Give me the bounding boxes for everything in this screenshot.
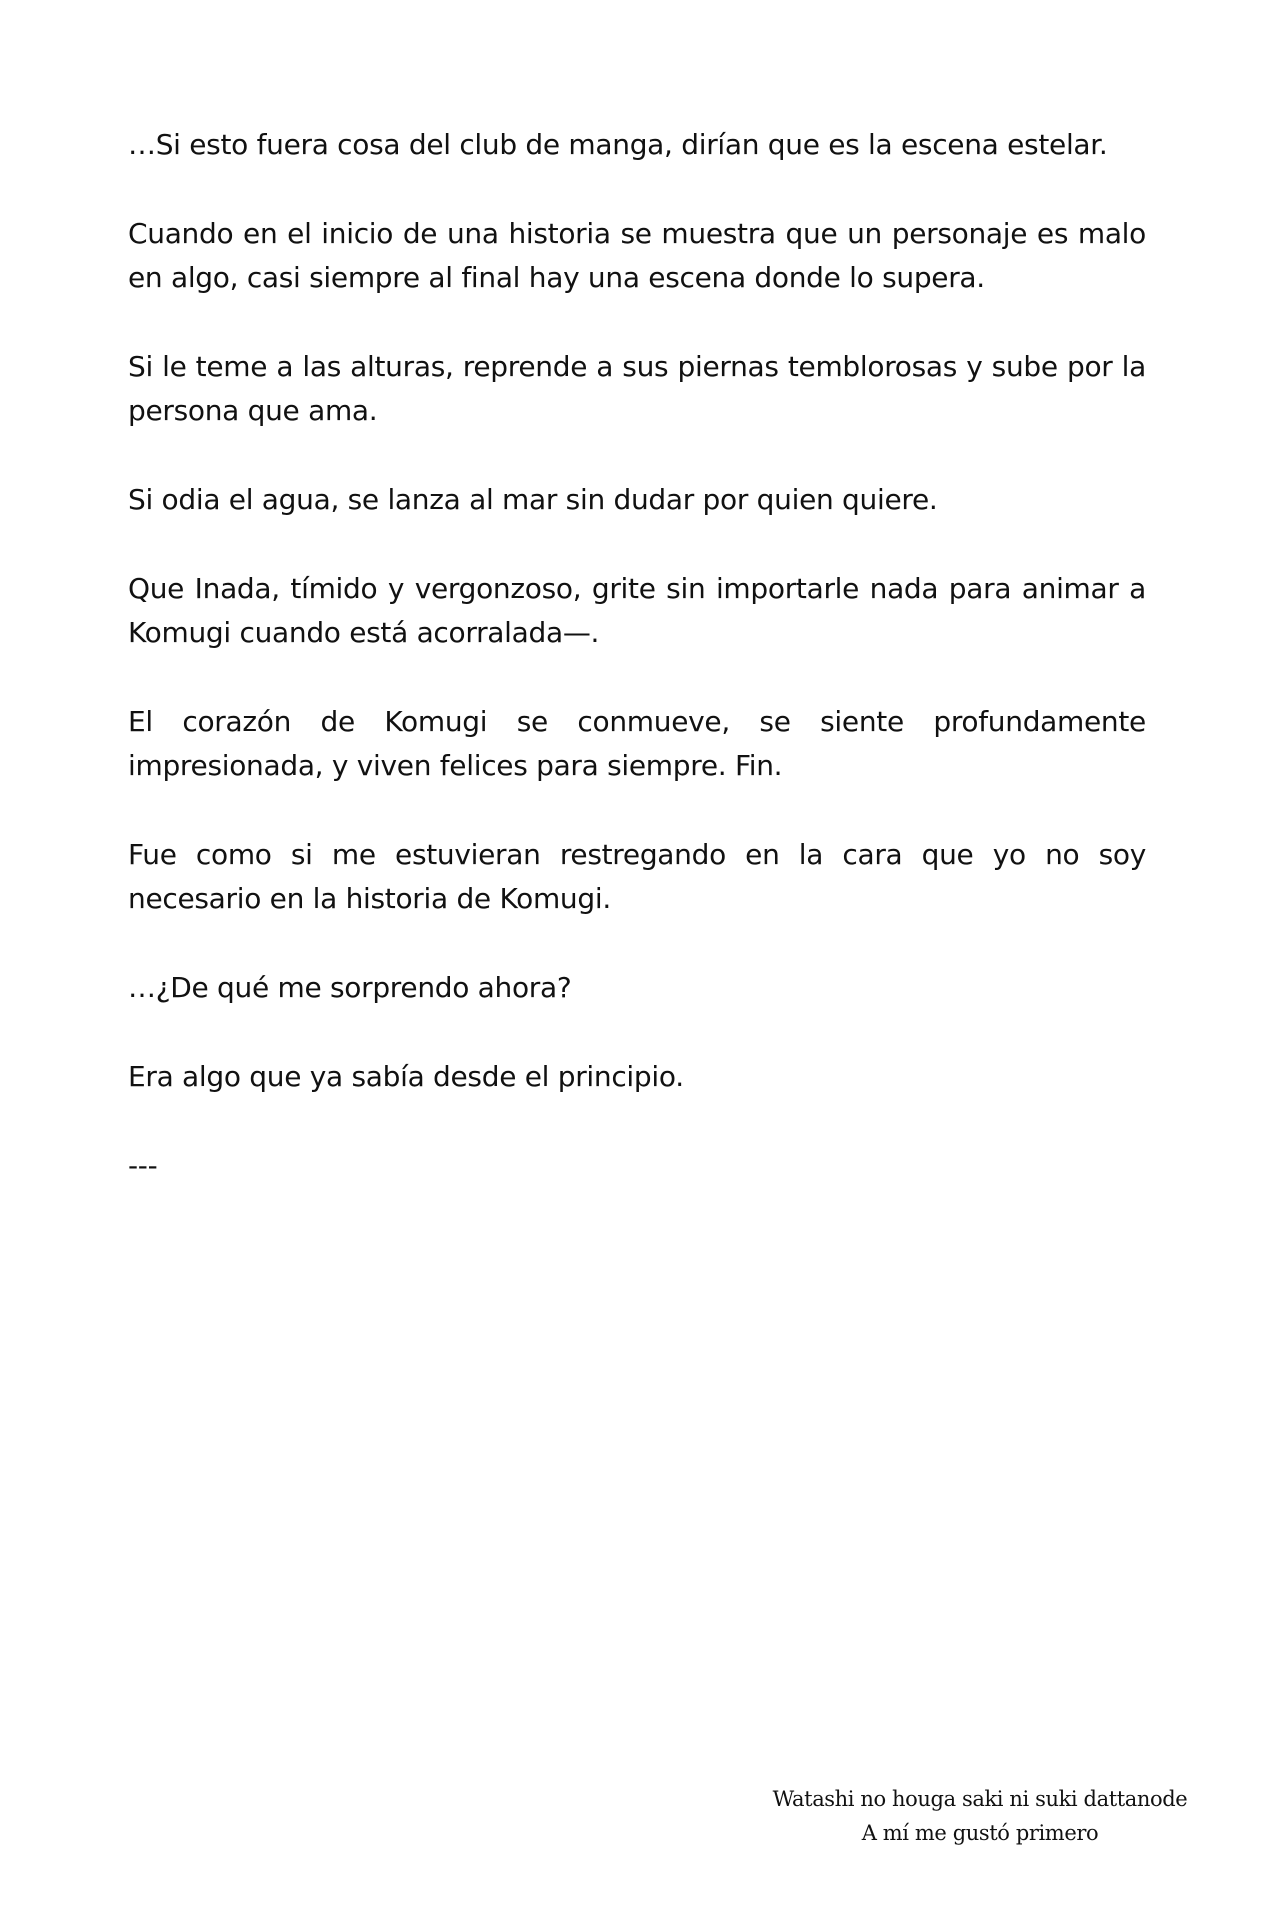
page-footer [720, 1782, 1240, 1850]
paragraph: Que Inada, tímido y vergonzoso, grite sin importarle nada para animar a Komugi cuando está acorralada—. [128, 572, 1146, 649]
paragraph: El corazón de Komugi se conmueve, se siente profundamente impresionada, y viven felices para siempre. Fin. [128, 705, 1146, 782]
paragraph: …¿De qué me sorprendo ahora? [128, 971, 572, 1004]
page-body [128, 123, 1146, 1233]
paragraph: Fue como si me estuvieran restregando en la cara que yo no soy necesario en la historia de Komugi. [128, 838, 1146, 915]
paragraph: Era algo que ya sabía desde el principio. [128, 1060, 684, 1093]
section-separator: --- [128, 1149, 158, 1182]
footer-title-romaji: Watashi no houga saki ni suki dattanode [772, 1787, 1188, 1811]
paragraph: …Si esto fuera cosa del club de manga, dirían que es la escena estelar. [128, 128, 1108, 161]
paragraph: Cuando en el inicio de una historia se muestra que un personaje es malo en algo, casi siempre al final hay una escena donde lo supera. [128, 217, 1146, 294]
paragraph: Si odia el agua, se lanza al mar sin dudar por quien quiere. [128, 483, 938, 516]
footer-title-spanish: A mí me gustó primero [861, 1821, 1099, 1845]
paragraph: Si le teme a las alturas, reprende a sus piernas temblorosas y sube por la persona que ama. [128, 350, 1146, 427]
